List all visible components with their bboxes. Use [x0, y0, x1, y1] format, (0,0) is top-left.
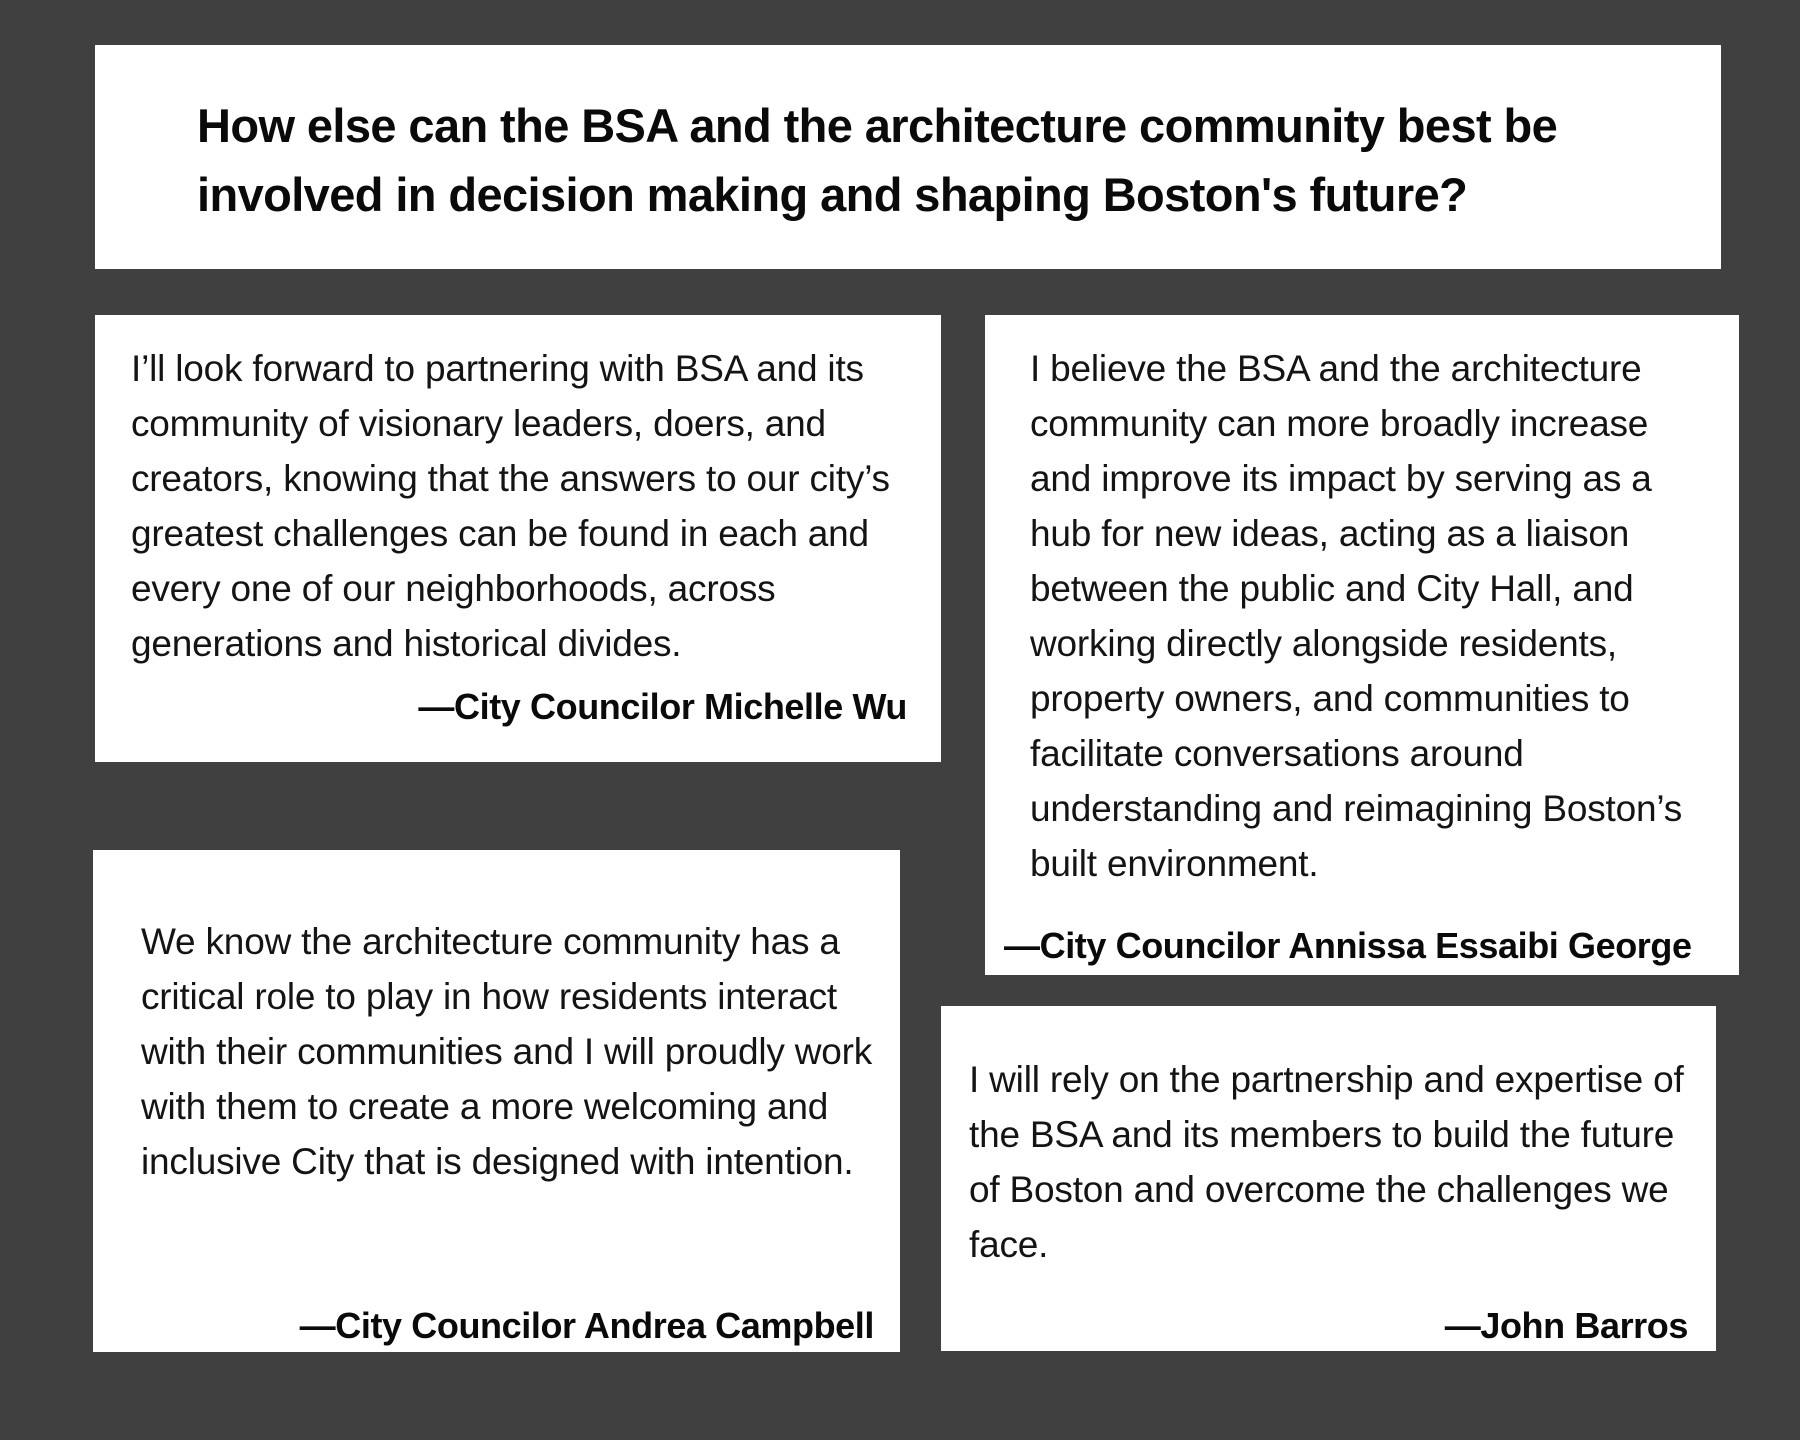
quote-text: I will rely on the partnership and expertise of the BSA and its members to build the future of Boston and overcome the challenges we face. [969, 1059, 1684, 1265]
quote-card-andrea-campbell [93, 850, 900, 1352]
quote-attribution: —City Councilor Andrea Campbell [299, 1305, 874, 1346]
question-headline: How else can the BSA and the architecture community best be involved in decision making and shaping Boston's future? [197, 99, 1558, 221]
question-header-card [95, 45, 1721, 269]
quote-attribution: —City Councilor Annissa Essaibi George [1004, 925, 1692, 966]
quote-text: We know the architecture community has a critical role to play in how residents interact with their communities and I will proudly work with them to create a more welcoming and inclusive City that is designed with intention. [141, 921, 873, 1182]
quote-card-michelle-wu: I’ll look forward to partnering with BSA and its community of visionary leaders, doers, and creators, knowing that the answers to our city’s greatest challenges can be found in each and every one of our neighborhoods, across generations and historical divides. —City Councilor Michelle Wu [95, 315, 941, 762]
quote-text: I’ll look forward to partnering with BSA and its community of visionary leaders, doers, and creators, knowing that the answers to our city’s greatest challenges can be found in each and every one of our neighborhoods, across generations and historical divides. [131, 348, 890, 664]
quote-card-john-barros [941, 1006, 1716, 1351]
quote-attribution: —John Barros [1444, 1305, 1688, 1346]
quote-text: I believe the BSA and the architecture community can more broadly increase and improve its impact by serving as a hub for new ideas, acting as a liaison between the public and City Hall, and working directly alongside residents, property owners, and communities to facilitate conversations around understanding and reimagining Boston’s built environment. [1030, 348, 1683, 884]
quote-card-annissa-essaibi-george [985, 315, 1739, 975]
